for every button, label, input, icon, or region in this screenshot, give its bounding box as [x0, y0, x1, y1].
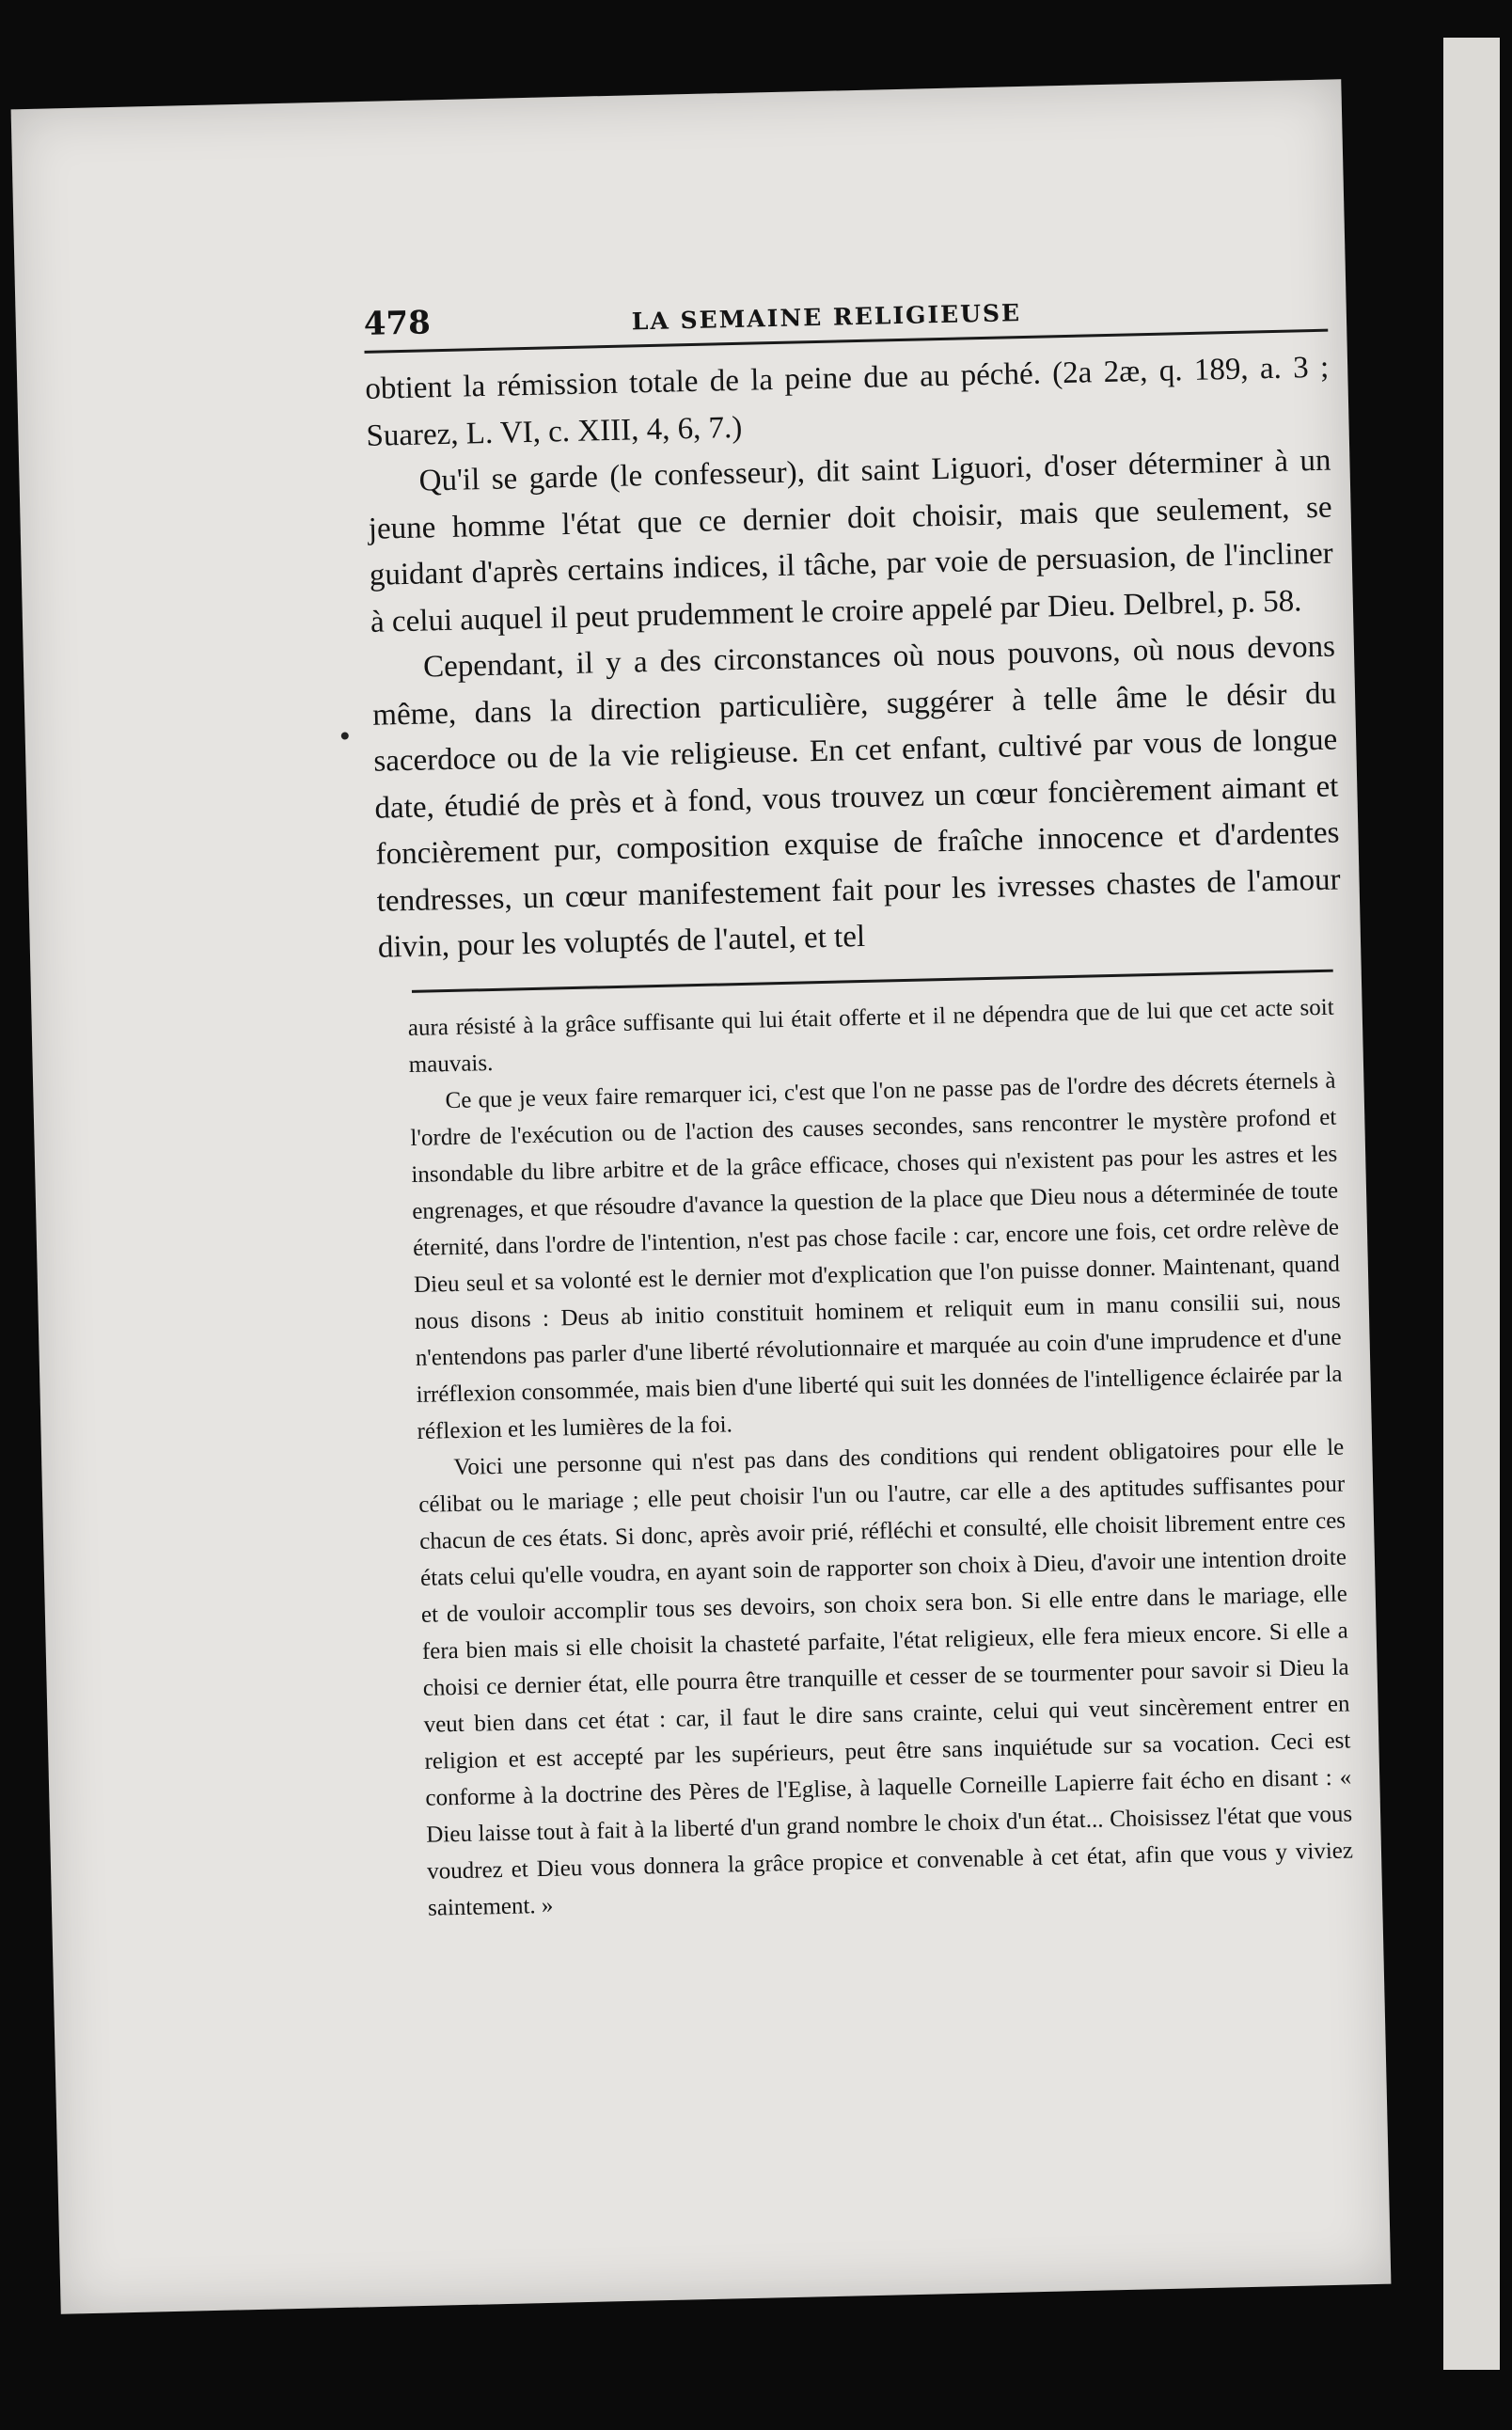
- footnote-divider: [412, 969, 1333, 992]
- publication-title: LA SEMAINE RELIGIEUSE: [631, 299, 1022, 336]
- main-text: [365, 345, 1342, 972]
- margin-mark: [341, 732, 349, 739]
- page-content: [363, 282, 1363, 1927]
- body-paragraph-continuation: obtient la rémission totale de la peine due au péché. (2a 2æ, q. 189, a. 3 ; Suarez, L. VI, c. XIII, 4, 6, 7.): [365, 350, 1330, 453]
- page-number: 478: [363, 304, 432, 343]
- body-paragraph-cependant: Cependant, il y a des circonstances où nous pouvons, où nous devons même, dans la direction particulière, suggérer à telle âme le désir du sacerdoce ou de la vie religieuse. En cet enfant, cultivé par vous de longue date, étudié de près et à fond, vous trouvez un cœur foncièrement aimant et foncièrement pur, composition exquise de fraîche innocence et d'ardentes tendresses, un cœur manifestement fait pour les ivresses chastes de l'amour divin, pour les voluptés de l'autel, et tel: [371, 629, 1341, 965]
- facing-page-edge: [1443, 38, 1500, 2370]
- footnote-continuation: aura résisté à la grâce suffisante qui lui était offerte et il ne dépendra que de lui que cet acte soit mauvais.: [407, 994, 1334, 1078]
- footnote-paragraph-liberty: Ce que je veux faire remarquer ici, c'est que l'on ne passe pas de l'ordre des décrets éternels à l'ordre de l'exécution ou de l'action des causes secondes, sans rencontrer le mystère profond et insondable du libre arbitre et de la grâce efficace, choses qui n'existent pas pour les astres et les engrenages, et que résoudre d'avance la question de la place que Dieu nous a déterminée de toute éternité, dans l'ordre de l'intention, n'est pas chose facile : car, encore une fois, cet ordre relève de Dieu seul et sa volonté est le dernier mot d'explication que l'on puisse donner. Maintenant, quand nous disons : Deus ab initio constituit hominem et reliquit eum in manu consilii sui, nous n'entendons pas parler d'une liberté révolutionnaire et marquée au coin d'une imprudence et d'une irréflexion consommée, mais bien d'une liberté qui suit les données de l'intelligence éclairée par la réflexion et les lumières de la foi.: [410, 1067, 1343, 1444]
- footnotes: [379, 988, 1363, 1927]
- footnote-paragraph-vocation: Voici une personne qui n'est pas dans des conditions qui rendent obligatoires pour elle le célibat ou le mariage ; elle peut choisir l'un ou l'autre, car elle a des aptitudes suffisantes pour chacun de ces états. Si donc, après avoir prié, réfléchi et consulté, elle choisit librement entre ces états celui qu'elle voudra, en ayant soin de rapporter son choix à Dieu, d'avoir une intention droite et de vouloir accomplir tous ses devoirs, son choix sera bon. Si elle entre dans le mariage, elle fera bien mais si elle choisit la chasteté parfaite, l'état religieux, elle fera mieux encore. Si elle a choisi ce dernier état, elle pourra être tranquille et cesser de se tourmenter pour savoir si Dieu la veut bien dans cet état : car, il faut le dire sans crainte, celui qui veut sincèrement entrer en religion et est accepté par les supérieurs, peut être sans inquiétude sur sa vocation. Ceci est conforme à la doctrine des Pères de l'Eglise, à laquelle Corneille Lapierre fait écho en disant : « Dieu laisse tout à fait à la liberté d'un grand nombre le choix d'un état... Choisissez l'état que vous voudrez et Dieu vous donnera la grâce propice et convenable à cet état, afin que vous y viviez saintement. »: [418, 1434, 1354, 1921]
- running-head: [363, 282, 1328, 354]
- book-page: [11, 79, 1392, 2313]
- body-paragraph-liguori: Qu'il se garde (le confesseur), dit saint Liguori, d'oser déterminer à un jeune homme l'état que ce dernier doit choisir, mais que seulement, se guidant d'après certains indices, il tâche, par voie de persuasion, de l'incliner à celui auquel il peut prudemment le croire appelé par Dieu. Delbrel, p. 58.: [368, 443, 1334, 639]
